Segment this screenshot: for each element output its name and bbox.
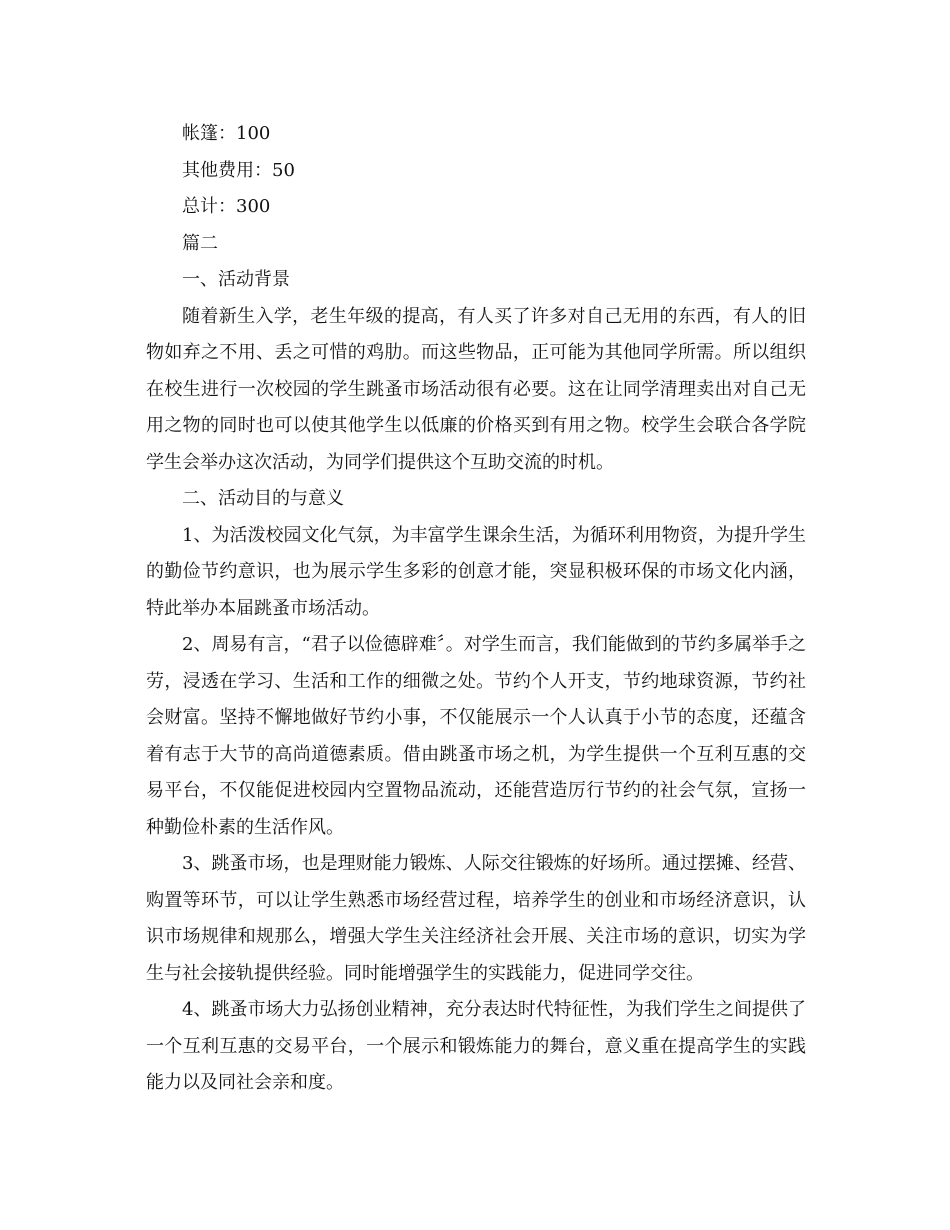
purpose-point-1: 1、为活泼校园文化气氛，为丰富学生课余生活，为循环利用物资，为提升学生的勤俭节约意识，也为展示学生多彩的创意才能，突显积极环保的市场文化内涵，特此举办本届跳蚤市场活动。 <box>146 524 806 619</box>
section1-heading: 一、活动背景 <box>182 269 290 290</box>
section2-heading: 二、活动目的与意义 <box>182 488 344 509</box>
part-heading: 篇二 <box>182 232 218 254</box>
budget-tent-line: 帐篷：100 <box>182 123 271 144</box>
document-body <box>146 116 806 1102</box>
section1-paragraph: 随着新生入学，老生年级的提高，有人买了许多对自己无用的东西，有人的旧物如弃之不用、丢之可惜的鸡肋。而这些物品，正可能为其他同学所需。所以组织在校生进行一次校园的学生跳蚤市场活动很有必要。这在让同学清理卖出对自己无用之物的同时也可以使其他学生以低廉的价格买到有用之物。校学生会联合各学院学生会举办这次活动，为同学们提供这个互助交流的时机。 <box>146 305 806 473</box>
purpose-point-4: 4、跳蚤市场大力弘扬创业精神，充分表达时代特征性，为我们学生之间提供了一个互利互惠的交易平台，一个展示和锻炼能力的舞台，意义重在提高学生的实践能力以及同社会亲和度。 <box>146 999 806 1093</box>
purpose-point-3: 3、跳蚤市场，也是理财能力锻炼、人际交往锻炼的好场所。通过摆摊、经营、购置等环节，可以让学生熟悉市场经营过程，培养学生的创业和市场经济意识，认识市场规律和规那么，增强大学生关注经济社会开展、关注市场的意识，切实为学生与社会接轨提供经验。同时能增强学生的实践能力，促进同学交往。 <box>146 853 806 984</box>
purpose-point-2: 2、周易有言，“君子以俭德辟难〞。对学生而言，我们能做到的节约多属举手之劳，浸透在学习、生活和工作的细微之处。节约个人开支，节约地球资源，节约社会财富。坚持不懈地做好节约小事，不仅能展示一个人认真于小节的态度，还蕴含着有志于大节的高尚道德素质。借由跳蚤市场之机，为学生提供一个互利互惠的交易平台，不仅能促进校园内空置物品流动，还能营造厉行节约的社会气氛，宣扬一种勤俭朴素的生活作风。 <box>146 634 806 838</box>
budget-total-line: 总计：300 <box>182 196 271 217</box>
budget-other-costs-line: 其他费用：50 <box>182 159 295 181</box>
